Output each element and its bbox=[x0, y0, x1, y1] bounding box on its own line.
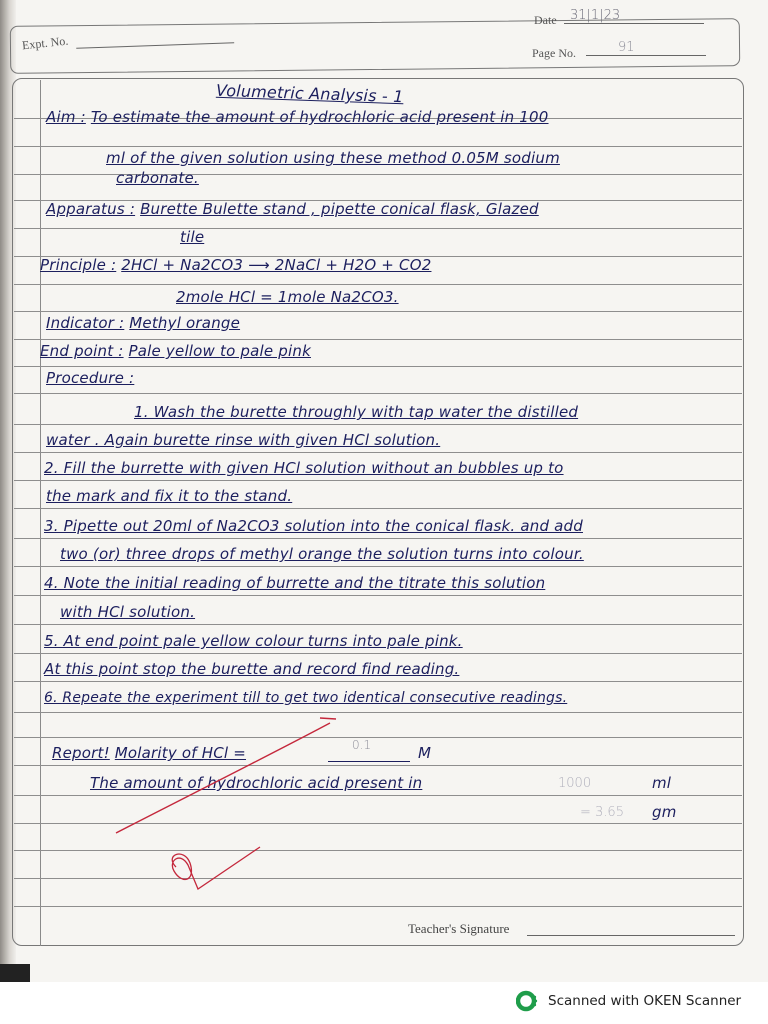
procedure-line-11: 6. Repeate the experiment till to get two identical consecutive readings. bbox=[44, 690, 568, 706]
principle-equation: 2HCl + Na2CO3 ⟶ 2NaCl + H2O + CO2 bbox=[121, 256, 432, 274]
principle-section bbox=[40, 256, 431, 274]
end-point-value: Pale yellow to pale pink bbox=[128, 342, 311, 360]
teacher-initial-check-icon bbox=[160, 845, 270, 905]
aim-line-1: To estimate the amount of hydrochloric acid present in 100 bbox=[90, 108, 549, 126]
apparatus-label: Apparatus : bbox=[46, 200, 136, 218]
molarity-label: Molarity of HCl = bbox=[114, 744, 247, 762]
procedure-line-5: 3. Pipette out 20ml of Na2CO3 solution into the conical flask. and add bbox=[44, 517, 583, 535]
procedure-line-7: 4. Note the initial reading of burrette and the titrate this solution bbox=[44, 574, 546, 592]
scanner-text: Scanned with OKEN Scanner bbox=[548, 993, 742, 1009]
aim-line-3: carbonate. bbox=[116, 169, 199, 187]
end-point-label: End point : bbox=[40, 342, 124, 360]
experiment-title: Volumetric Analysis - 1 bbox=[215, 80, 404, 107]
report-label: Report! bbox=[52, 744, 110, 762]
oken-scanner-logo-icon bbox=[516, 990, 538, 1012]
principle-label: Principle : bbox=[40, 256, 117, 274]
margin-line bbox=[40, 80, 41, 946]
procedure-line-10: At this point stop the burette and record find reading. bbox=[44, 660, 460, 678]
principle-stoichiometry: 2mole HCl = 1mole Na2CO3. bbox=[176, 288, 399, 306]
apparatus-section bbox=[46, 200, 539, 218]
aim-line-2: ml of the given solution using these method 0.05M sodium bbox=[106, 149, 560, 167]
procedure-line-9: 5. At end point pale yellow colour turns into pale pink. bbox=[44, 632, 463, 650]
teacher-signature-field bbox=[527, 922, 735, 936]
page-no-field bbox=[586, 42, 706, 56]
amount-label: The amount of hydrochloric acid present in bbox=[90, 774, 423, 792]
aim-label: Aim : bbox=[46, 108, 86, 126]
apparatus-line-2: tile bbox=[180, 228, 205, 246]
procedure-line-6: two (or) three drops of methyl orange the solution turns into colour. bbox=[60, 545, 584, 563]
indicator-section bbox=[46, 314, 240, 332]
volume-value: 1000 bbox=[558, 776, 592, 791]
molarity-value: 0.1 bbox=[352, 738, 372, 752]
aim-section bbox=[46, 108, 549, 126]
teacher-signature-label: Teacher's Signature bbox=[408, 921, 510, 936]
volume-unit: ml bbox=[652, 774, 672, 792]
date-value: 31|1|23 bbox=[570, 8, 621, 23]
scanner-watermark bbox=[516, 988, 741, 1014]
molarity-unit: M bbox=[418, 744, 432, 762]
indicator-value: Methyl orange bbox=[129, 314, 241, 332]
page-no-value: 91 bbox=[618, 40, 635, 55]
procedure-line-3: 2. Fill the burrette with given HCl solution without an bubbles up to bbox=[44, 459, 564, 477]
apparatus-line-1: Burette Bulette stand , pipette conical flask, Glazed bbox=[140, 200, 539, 218]
expt-no-label: Expt. No. bbox=[21, 33, 69, 53]
date-label: Date bbox=[534, 13, 557, 27]
end-point-section bbox=[40, 342, 311, 360]
procedure-line-2: water . Again burette rinse with given HCl solution. bbox=[46, 431, 441, 449]
procedure-line-4: the mark and fix it to the stand. bbox=[46, 487, 293, 505]
procedure-label: Procedure : bbox=[46, 369, 135, 387]
procedure-line-8: with HCl solution. bbox=[60, 603, 196, 621]
mass-value: = 3.65 bbox=[580, 805, 624, 820]
procedure-line-1: 1. Wash the burette throughly with tap water the distilled bbox=[134, 403, 579, 421]
scan-edge-shadow bbox=[0, 964, 30, 982]
mass-unit: gm bbox=[652, 803, 677, 821]
page-no-label: Page No. bbox=[532, 46, 576, 60]
indicator-label: Indicator : bbox=[46, 314, 125, 332]
